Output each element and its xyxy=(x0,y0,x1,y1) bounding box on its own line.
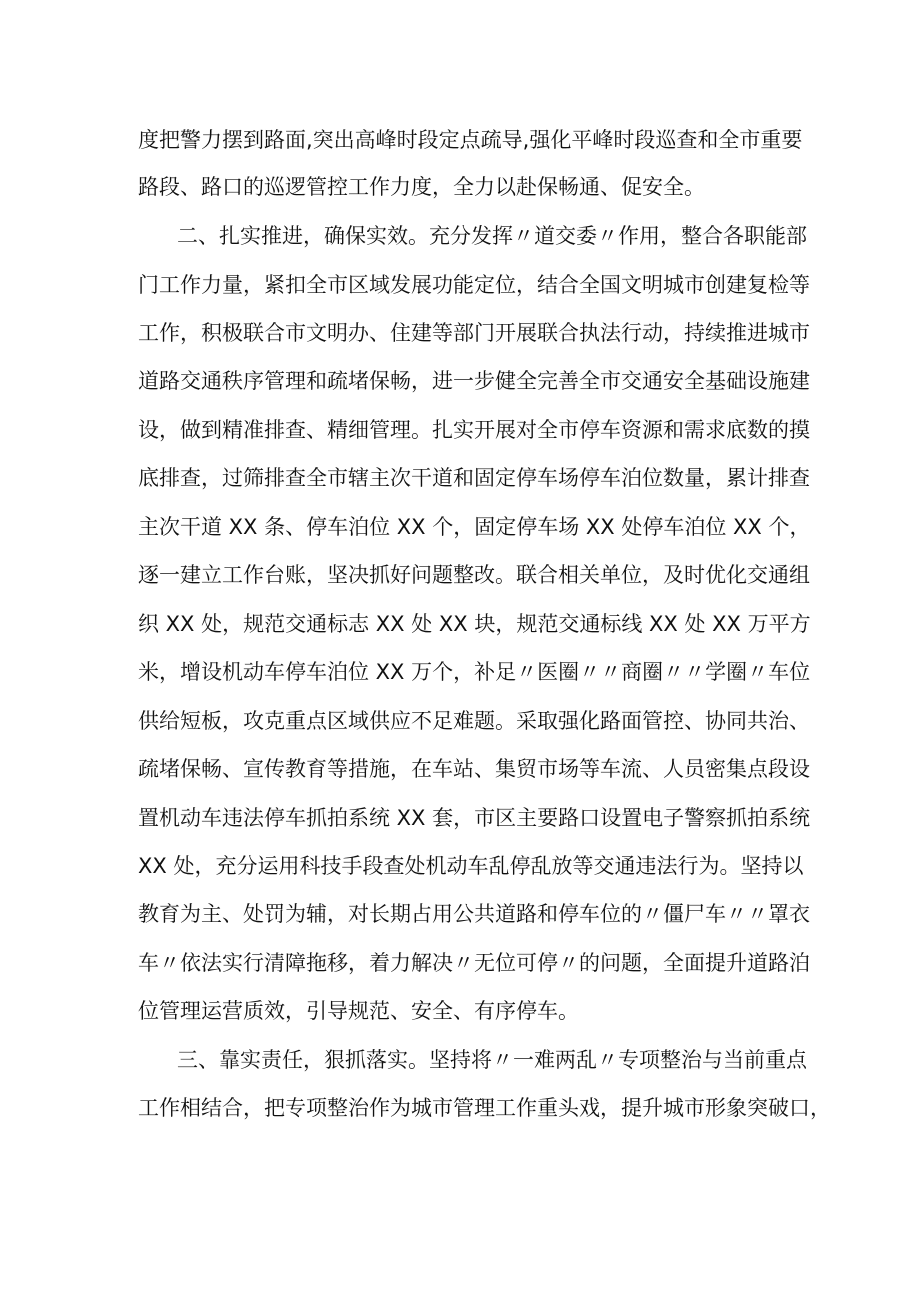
text-line-5: 工作，积极联合市文明办、住建等部门开展联合执法行动，持续推进城市 xyxy=(138,321,810,345)
text-line-10: 逐一建立工作台账，坚决抓好问题整改。联合相关单位，及时优化交通组 xyxy=(138,563,810,587)
text-line-7: 设，做到精准排查、精细管理。扎实开展对全市停车资源和需求底数的摸 xyxy=(138,418,810,442)
text-line-17: 教育为主、处罚为辅，对长期占用公共道路和停车位的〃僵尸车〃〃罩衣 xyxy=(138,902,810,926)
text-line-8: 底排查，过筛排查全市辖主次干道和固定停车场停车泊位数量，累计排查 xyxy=(138,466,810,490)
text-line-18: 车〃依法实行清障拖移，着力解决〃无位可停〃的问题，全面提升道路泊 xyxy=(138,951,810,975)
paragraph-3-first-line: 三、靠实责任，狠抓落实。坚持将〃一难两乱〃专项整治与当前重点 xyxy=(177,1048,807,1072)
text-line-11: 织 XX 处，规范交通标志 XX 处 XX 块，规范交通标线 XX 处 XX 万平方 xyxy=(138,612,811,636)
text-line-19: 位管理运营质效，引导规范、安全、有序停车。 xyxy=(138,999,579,1023)
text-line-4: 门工作力量，紧扣全市区域发展功能定位，结合全国文明城市创建复检等 xyxy=(138,273,810,297)
text-line-1: 度把警力摆到路面,突出高峰时段定点疏导,强化平峰时段巡查和全市重要 xyxy=(138,128,803,152)
text-line-15: 置机动车违法停车抓拍系统 XX 套，市区主要路口设置电子警察抓拍系统 xyxy=(138,806,811,830)
text-line-6: 道路交通秩序管理和疏堵保畅，进一步健全完善全市交通安全基础设施建 xyxy=(138,369,810,393)
text-line-9: 主次干道 XX 条、停车泊位 XX 个，固定停车场 XX 处停车泊位 XX 个， xyxy=(138,515,811,539)
text-line-13: 供给短板，攻克重点区域供应不足难题。采取强化路面管控、协同共治、 xyxy=(138,709,810,733)
text-line-14: 疏堵保畅、宣传教育等措施，在车站、集贸市场等车流、人员密集点段设 xyxy=(138,757,810,781)
text-line-2: 路段、路口的巡逻管控工作力度，全力以赴保畅通、促安全。 xyxy=(138,175,705,199)
text-line-12: 米，增设机动车停车泊位 XX 万个，补足〃医圈〃〃商圈〃〃学圈〃车位 xyxy=(138,660,811,684)
text-line-21: 工作相结合，把专项整治作为城市管理工作重头戏，提升城市形象突破口， xyxy=(138,1096,831,1120)
paragraph-2-first-line: 二、扎实推进，确保实效。充分发挥〃道交委〃作用，整合各职能部 xyxy=(177,224,807,248)
text-line-16: XX 处，充分运用科技手段查处机动车乱停乱放等交通违法行为。坚持以 xyxy=(138,854,804,878)
